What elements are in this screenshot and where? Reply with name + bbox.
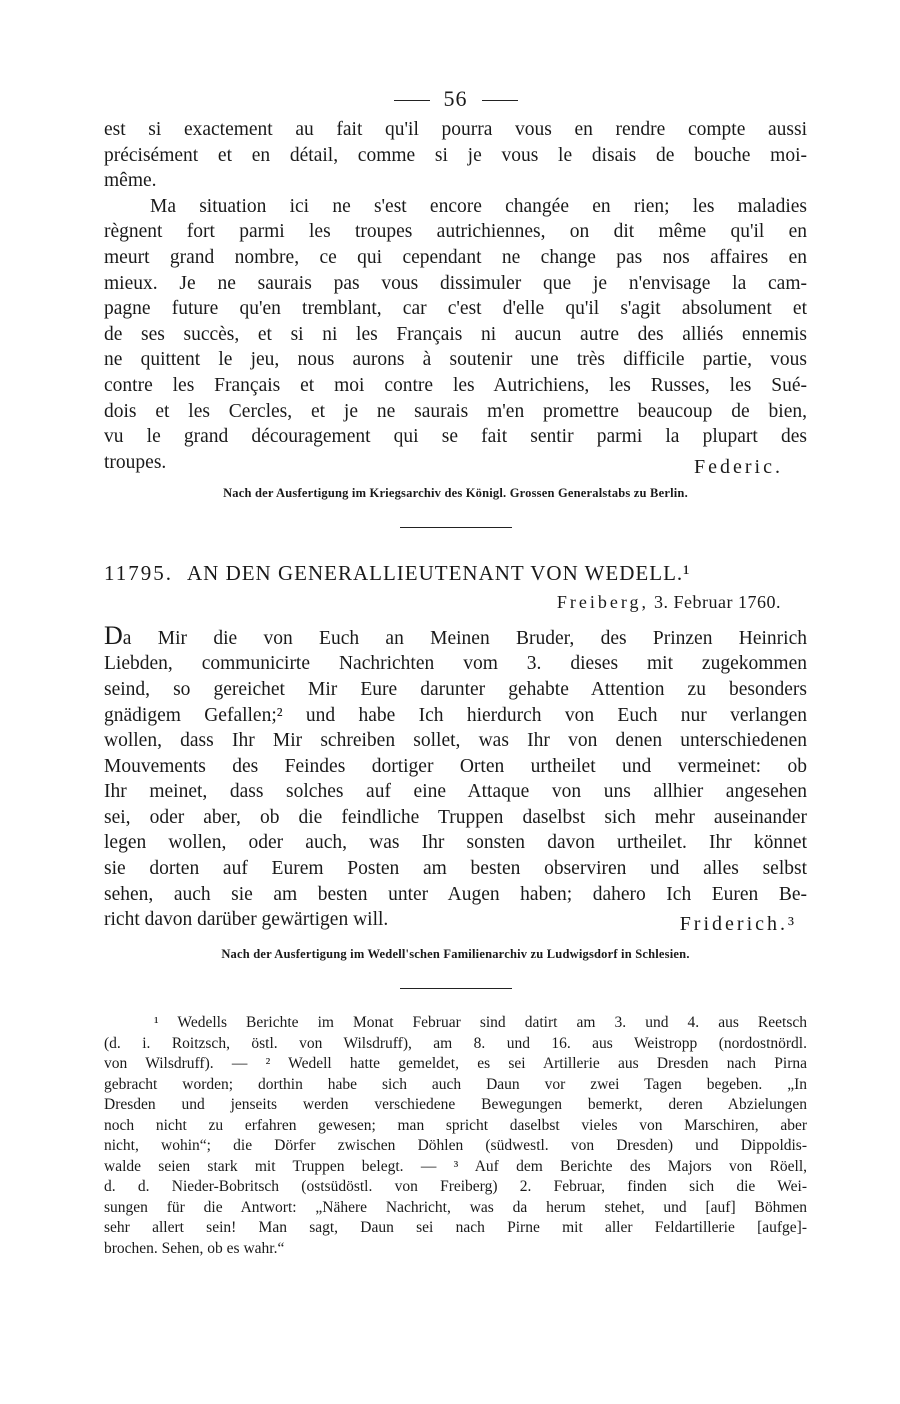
dateline xyxy=(104,592,807,613)
text-line: sei, oder aber, ob die feindliche Truppen daselbst sich mehr auseinander xyxy=(104,806,807,828)
text-line: précisément et en détail, comme si je vous le disais de bouche moi- xyxy=(104,144,807,166)
drop-cap: D xyxy=(104,622,123,650)
text-line: même. xyxy=(104,170,157,192)
text-line: Ihr meinet, dass solches auf eine Attaque von uns allhier angesehen xyxy=(104,781,807,803)
text-line: règnent fort parmi les troupes autrichiennes, on dit même qu'il en xyxy=(104,221,807,243)
footnote-divider xyxy=(400,988,512,989)
signature-row-1 xyxy=(104,450,807,476)
header-dash-left xyxy=(394,100,430,101)
page-header xyxy=(104,84,807,114)
footnote-line: ¹ Wedells Berichte im Monat Februar sind datirt am 3. und 4. aus Reetsch xyxy=(154,1014,807,1032)
text-line: richt davon darüber gewärtigen will. xyxy=(104,909,389,931)
footnotes xyxy=(104,1013,807,1259)
text-line: dois et les Cercles, et je ne saurais m'en promettre beaucoup de bien, xyxy=(104,400,807,422)
footnote-line: noch nicht zu erfahren gewesen; man spricht daselbst vieles von Marschiren, aber xyxy=(104,1116,807,1134)
footnote-line: Dresden und jenseits werden verschiedene Bewegungen bemerkt, deren Abzielungen xyxy=(104,1096,807,1114)
source-note-1: Nach der Ausfertigung im Kriegsarchiv des Königl. Grossen Generalstabs zu Berlin. xyxy=(223,485,688,500)
dateline-date: 3. Februar 1760. xyxy=(654,591,781,612)
text-line: gnädigem Gefallen;² und habe Ich hierdurch von Euch nur verlangen xyxy=(104,704,807,726)
text-line: contre les Français et moi contre les Autrichiens, les Russes, les Sué- xyxy=(104,374,807,396)
text-line: wollen, dass Ihr Mir schreiben sollet, was Ihr von denen unterschiedenen xyxy=(104,730,807,752)
letter-body xyxy=(104,623,807,908)
signature-row-2 xyxy=(104,907,807,936)
paragraph-continuation xyxy=(104,117,807,194)
footnote-line: (d. i. Roitzsch, östl. von Wilsdruff), am 8. und 16. aus Weistropp (nordostnördl. xyxy=(104,1034,807,1052)
footnote-line: d. d. Nieder-Bobritsch (ostsüdöstl. von Freiberg) 2. Februar, finden sich die Wei- xyxy=(104,1178,807,1196)
text-line: sehen, auch sie am besten unter Augen haben; dahero Ich Euren Be- xyxy=(104,883,807,905)
text-line: ne quittent le jeu, nous aurons à soutenir une très difficile partie, vous xyxy=(104,349,807,371)
footnote-line: walde seien stark mit Truppen belegt. — ³ Auf dem Berichte des Majors von Röell, xyxy=(104,1157,807,1175)
text-line: Liebden, communicirte Nachrichten vom 3. dieses mit zugekommen xyxy=(104,653,807,675)
section-divider xyxy=(400,527,512,528)
text-line: troupes. xyxy=(104,451,167,473)
footnote-line: von Wilsdruff). — ² Wedell hatte gemeldet, es sei Artillerie aus Dresden nach Pirna xyxy=(104,1055,807,1073)
footnote-line: nicht, wohin“; die Dörfer zwischen Döhlen (südwestl. von Dresden) und Dippoldis- xyxy=(104,1137,807,1155)
text-line: Mouvements des Feindes dortiger Orten urtheilet und vermeinet: ob xyxy=(104,755,807,777)
paragraph-situation xyxy=(104,194,807,450)
footnote-line: sungen für die Antwort: „Nähere Nachricht, was da herum stehet, und [auf] Böhmen xyxy=(104,1198,807,1216)
page-number: 56 xyxy=(443,86,468,111)
text-line: mieux. Je ne saurais pas vous dissimuler que je n'envisage la cam- xyxy=(104,272,807,294)
text-line: pagne future qu'en tremblant, car c'est d'elle qu'il s'agit absolument et xyxy=(104,298,807,320)
text-line-rest: a Mir die von Euch an Meinen Bruder, des Prinzen Heinrich xyxy=(122,627,807,649)
document-page xyxy=(104,84,807,1259)
footnote-line: brochen. Sehen, ob es wahr.“ xyxy=(104,1239,285,1257)
header-dash-right xyxy=(482,100,518,101)
letter-number: 11795. xyxy=(104,560,173,585)
text-line xyxy=(104,623,807,652)
letter-title: AN DEN GENERALLIEUTENANT VON WEDELL.¹ xyxy=(186,560,691,585)
text-line: est si exactement au fait qu'il pourra vous en rendre compte aussi xyxy=(104,119,807,140)
text-line: sie dorten auf Eurem Posten am besten observiren und alles selbst xyxy=(104,858,807,880)
footnote-line: gebracht worden; dorthin habe sich auch Daun vor zwei Tagen begeben. „In xyxy=(104,1075,807,1093)
text-line: de ses succès, et si ni les Français ni aucun autre des alliés ennemis xyxy=(104,323,807,345)
signature-friderich: Friderich.³ xyxy=(679,913,797,936)
text-line: legen wollen, oder auch, was Ihr sonsten davon urtheilet. Ihr könnet xyxy=(104,832,807,854)
text-line: meurt grand nombre, ce qui cependant ne change pas nos affaires en xyxy=(104,246,807,268)
dateline-place: Freiberg, xyxy=(556,591,650,612)
letter-heading xyxy=(104,560,807,586)
text-line: vu le grand découragement qui se fait sentir parmi la plupart des xyxy=(104,426,807,448)
text-line: seind, so gereichet Mir Eure darunter gehabte Attention zu besonders xyxy=(104,678,807,700)
footnote-line: sehr allert sein! Man sagt, Daun sei nach Pirne mit aller Feldartillerie [aufge]- xyxy=(104,1219,807,1237)
source-note-2: Nach der Ausfertigung im Wedell'schen Familienarchiv zu Ludwigsdorf in Schlesien. xyxy=(221,947,690,962)
signature-federic: Federic. xyxy=(694,455,783,478)
text-line: Ma situation ici ne s'est encore changée en rien; les maladies xyxy=(150,195,807,217)
